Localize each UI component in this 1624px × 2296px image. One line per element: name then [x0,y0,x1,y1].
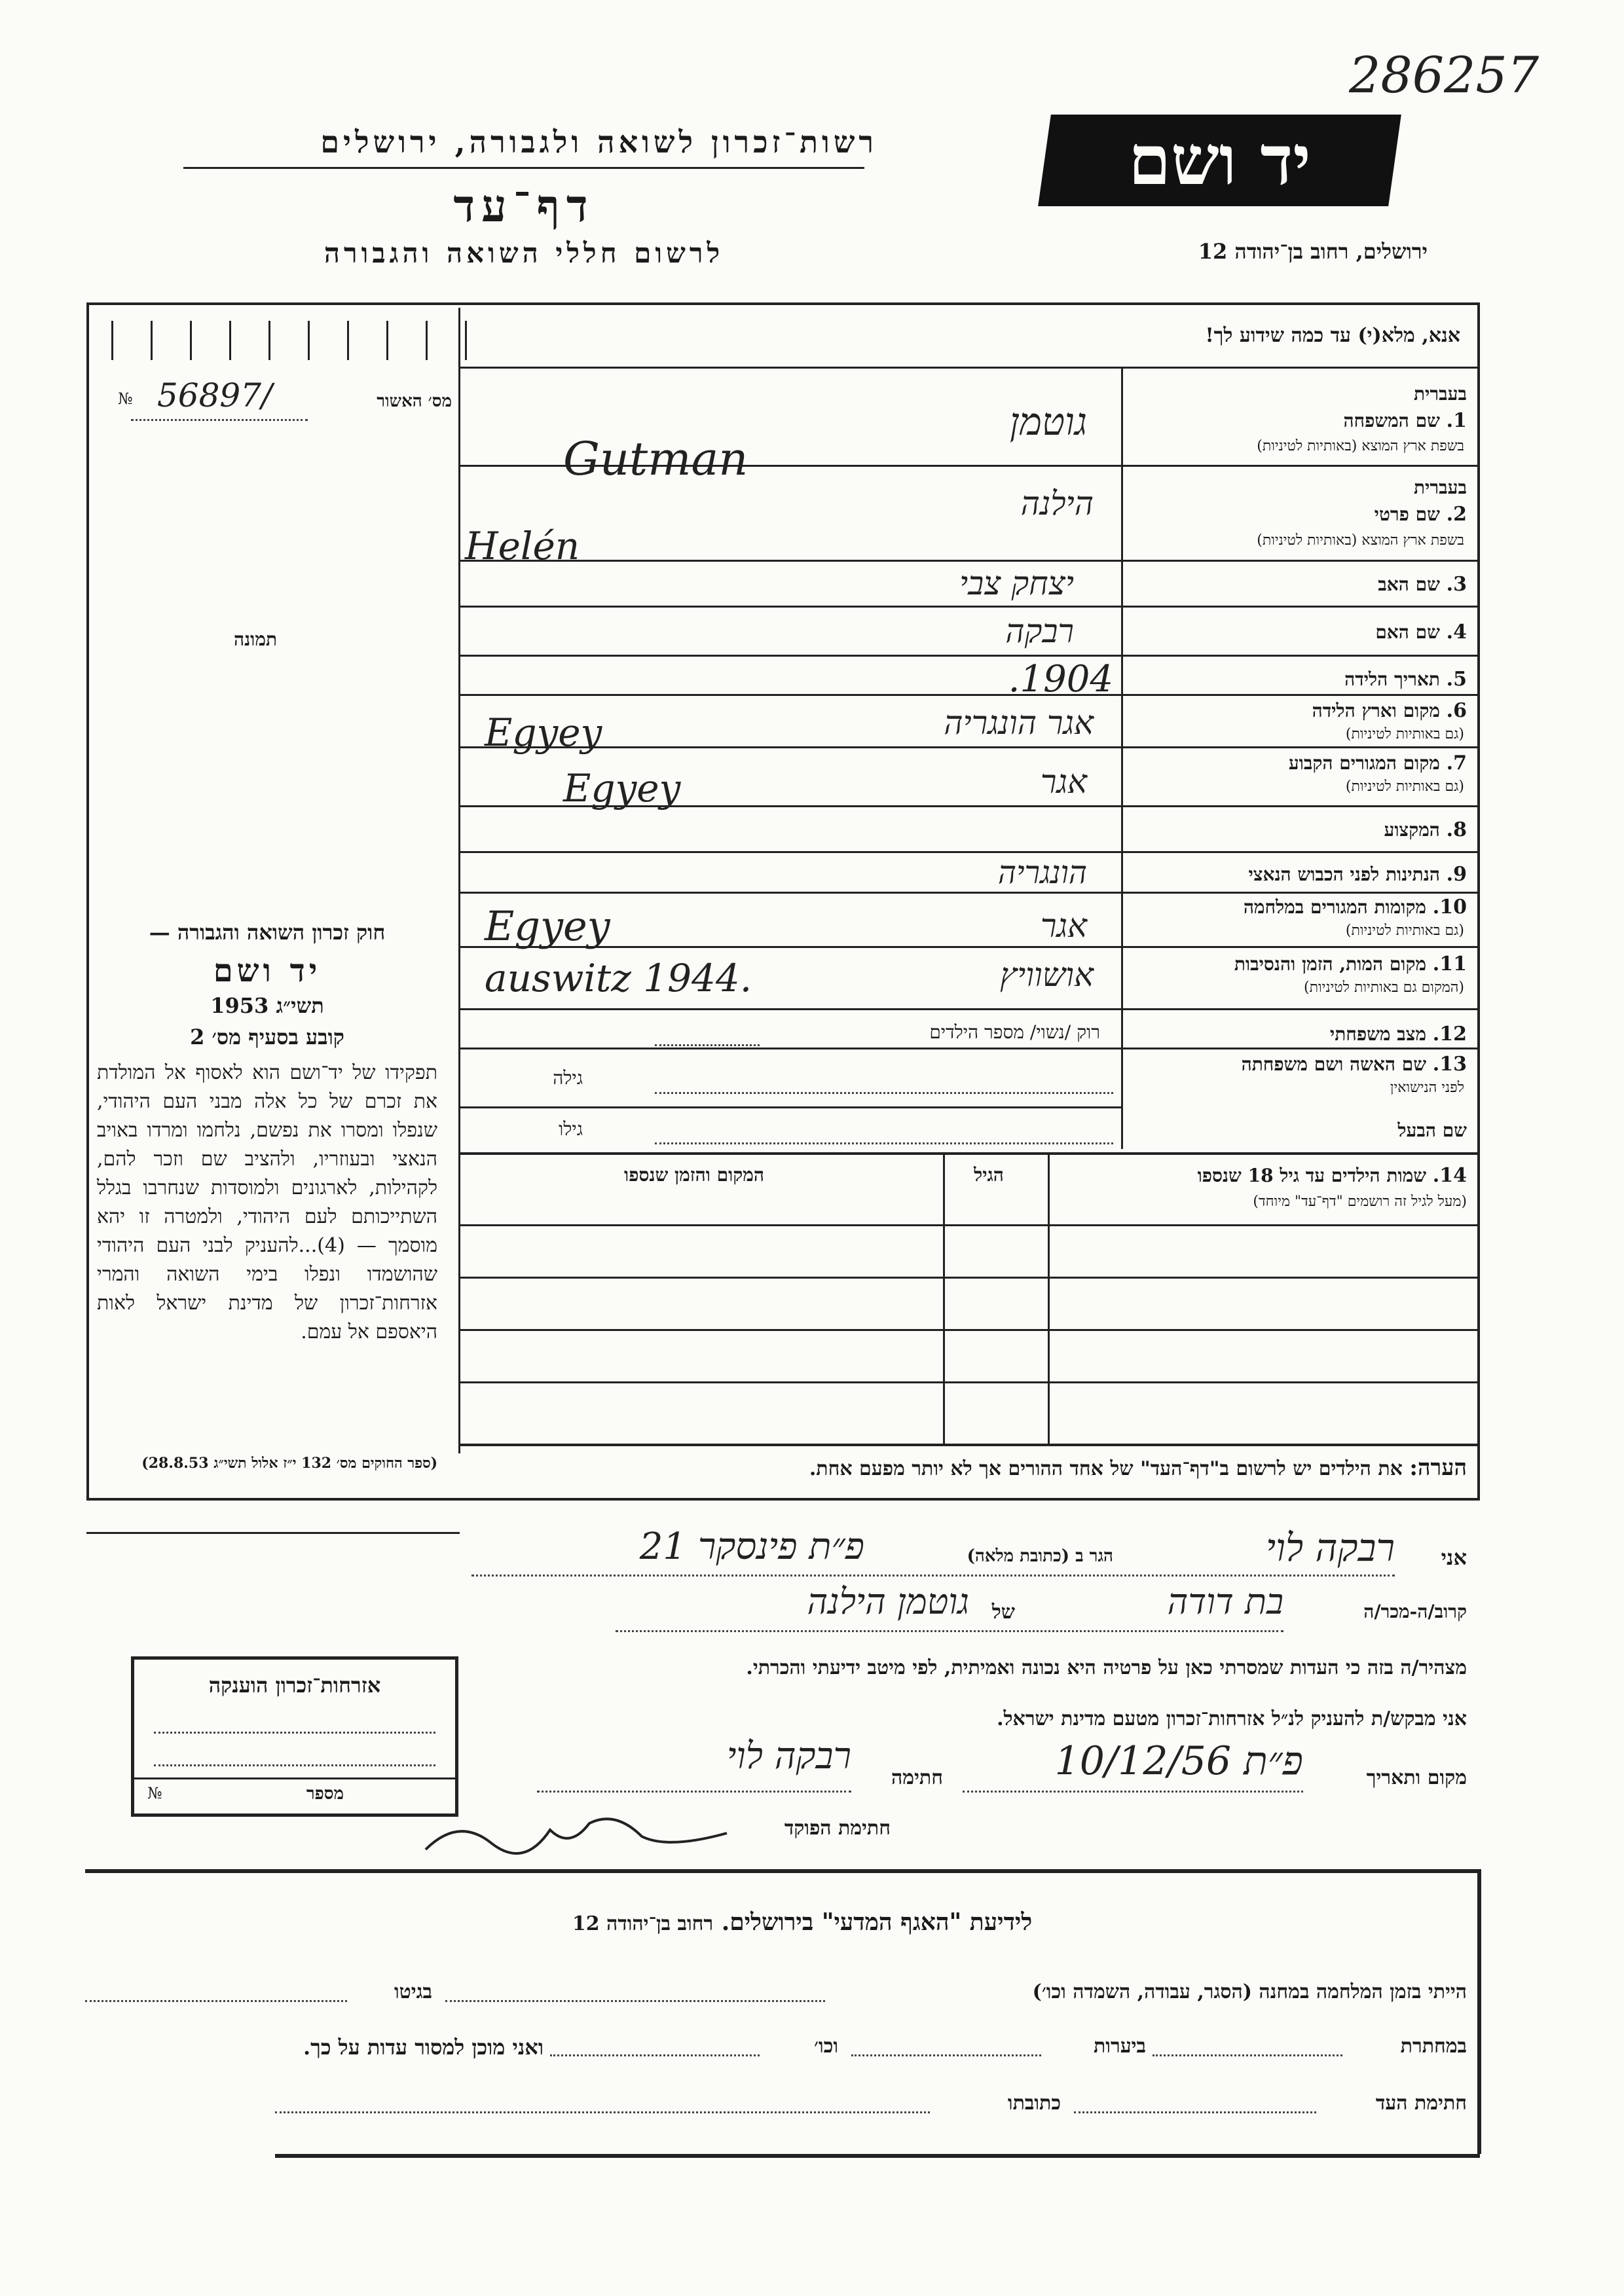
children-col-divider-1 [1048,1152,1050,1444]
citizenship-box [131,1656,458,1817]
field-13-number: 13. [1432,1053,1467,1076]
children-table-sub: (מעל לגיל זה רושמים "דף־עד" מיוחד) [1253,1194,1467,1210]
field-7-label: מקום המגורים הקבוע [1288,752,1440,774]
declaration-address: פ״ת פינסקר 21 [639,1525,864,1568]
field-7-sub: (גם באותיות לטיניות) [1345,778,1464,795]
children-table-number: 14. [1432,1164,1467,1187]
notice-line3-signature: חתימת העד [1375,2092,1467,2115]
field-7-value-he: אגר [1040,763,1087,801]
field-9-number: 9. [1446,863,1467,886]
field-7-number: 7. [1446,752,1467,774]
field-6-label: מקום וארץ הלידה [1312,700,1440,721]
field-1-sub: בשפת ארץ המוצא (באותיות לטיניות) [1257,438,1464,454]
field-1-value-latin: Gutman [563,432,748,486]
signature-label: חתימה [891,1766,943,1789]
field-5-value: 1904. [1008,658,1113,701]
logo-text: יד ושם [1128,120,1311,200]
instructions-text: אנא, מלא(י) עד כמה שידוע לך! [1205,324,1460,347]
field-9-value-he: הונגריה [997,854,1087,891]
citizenship-no: № [147,1784,162,1802]
field-2-value-latin: Helén [465,524,580,568]
field-13-label: שם האשה ושם משפחתה [1241,1053,1427,1075]
children-col-divider-2 [943,1152,945,1444]
authority-name: רשות־זכרון לשואה ולגבורה, ירושלים [320,124,877,160]
field-10-value-he: אגר [1040,907,1087,945]
notice-line2-forests: ביערות [1093,2035,1146,2058]
citizenship-title: אזרחות־זכרון הוענקה [208,1673,381,1698]
law-box [90,894,457,1522]
declaration-request: אני מבקש/ת להעניק לנ״ל אזרחות־זכרון מטעם מדינת ישראל. [997,1707,1467,1730]
left-column-divider [458,308,460,1453]
note-row [471,1455,1467,1481]
top-tick-row [111,321,465,360]
signature-value: רבקה לוי [726,1735,851,1777]
field-4-number: 4. [1446,621,1467,644]
field-8-label: המקצוע [1384,819,1440,841]
notice-line1-camp: הייתי בזמן המלחמה במחנה (הסגר, עבודה, השמדה וכו׳) [1032,1980,1467,2003]
law-source: (ספר החוקים מס׳ 132 י״ז אלול תשי״ג 28.8.53) [141,1455,437,1472]
husband-label: שם הבעל [1397,1120,1467,1141]
declaration-relation: בת דודה [1167,1581,1283,1622]
field-11-value-latin: auswitz 1944. [485,956,752,1000]
declaration-residing: הגר ב (כתובת מלאה) [967,1546,1113,1566]
field-6-sub: (גם באותיות לטיניות) [1345,726,1464,742]
field-6-value-latin: Egyey [485,710,602,755]
authority-underline [183,167,864,169]
children-table-label: שמות הילדים עד גיל 18 שנספו [1197,1165,1427,1186]
place-date-value: פ״ת 10/12/56 [1054,1738,1303,1784]
form-title: דף־עד [453,180,595,232]
field-1-label: שם המשפחה [1343,410,1440,431]
declaration-ani: אני [1441,1545,1467,1570]
field-9-label: הנתינות לפני הכבוש הנאצי [1248,864,1440,885]
field-6-number: 6. [1446,699,1467,722]
field-4-label: שם האם [1375,621,1440,643]
field-10-number: 10. [1432,896,1467,919]
field-8-number: 8. [1446,818,1467,841]
notice-row [393,1908,1211,1936]
law-title: חוק זכרון השואה והגבורה — [149,920,386,945]
field-5-number: 5. [1446,668,1467,691]
law-year: 1953 [210,993,269,1018]
field-11-sub: (המקום גם באותיות לטיניות) [1304,979,1464,996]
field-11-value-he: אושוויץ [1000,956,1094,994]
field-12-number: 12. [1432,1023,1467,1046]
yad-vashem-logo [1038,115,1401,206]
notice-line2-underground: במחתרת [1400,2035,1467,2058]
declaration-relation-prefix: קרוב/ה-מכר/ה [1363,1601,1467,1622]
husband-age-label: גילו [559,1118,583,1140]
law-name: יד ושם [213,953,322,989]
field-3-label: שם האב [1378,574,1440,595]
field-13-sub: לפני הנישואין [1390,1080,1464,1096]
field-2-sub: בשפת ארץ המוצא (באותיות לטיניות) [1257,532,1464,549]
declaration-of-name: גוטמן הילנה [807,1581,969,1622]
law-year-he: תשי״ג [276,993,324,1018]
field-2-value-he: הילנה [1020,484,1094,522]
field-2-number: 2. [1446,503,1467,526]
photo-label: תמונה [233,629,278,650]
officer-signature-scribble [419,1804,733,1863]
notice-address: רחוב בן־יהודה 12 [572,1912,714,1935]
place-date-label: מקום ותאריך [1366,1766,1467,1789]
field-10-sub: (גם באותיות לטיניות) [1345,922,1464,939]
field-4-value-he: רבקה [1005,612,1074,650]
declaration-name: רבקה לוי [1265,1525,1395,1570]
notice-line2-testimony: ואני מוכן למסור עדות על כך. [303,2035,544,2060]
field-1-number: 1. [1446,409,1467,432]
field-12-label: מצב משפחתי [1329,1023,1427,1045]
field-3-value-he: יצחק צבי [959,564,1074,602]
archive-number: 286257 [1349,46,1540,104]
note-label: הערה: [1409,1455,1467,1481]
notice-title: לידיעת "האגף המדעי" בירושלים. [721,1908,1033,1936]
law-year-row [90,993,444,1018]
field-7-value-latin: Egyey [563,766,681,811]
confirmation-no-sign: № [118,390,133,408]
field-1-hebrew-tag: בעברית [1413,383,1467,405]
form-subtitle: לרשום חללי השואה והגבורה [323,237,724,269]
field-13-age-label: גילה [553,1067,583,1089]
officer-signature-label: חתימת הפוקד [784,1817,891,1840]
field-2-hebrew-tag: בעברית [1413,477,1467,498]
field-11-label: מקום המות, הזמן והנסיבות [1234,953,1427,975]
field-11-number: 11. [1432,953,1467,975]
confirmation-label: מס׳ האשור [377,392,452,411]
field-10-value-latin: Egyey [485,902,610,950]
declaration-of: של [991,1601,1015,1624]
field-1-value-he: גוטמן [1009,399,1087,444]
field-2-label: שם פרטי [1374,503,1440,525]
law-clause: קובע בסעיף מס׳ 2 [190,1025,344,1049]
declaration-statement: מצהיר/ה בזה כי העדות שמסרתי כאן על פרטיה היא נכונה ואמיתית, לפי מיטב ידיעתי והכרתי. [746,1656,1467,1679]
citizenship-number-label: מספר [306,1784,344,1804]
confirmation-number: 56897/ [157,376,272,414]
field-6-value-he: אגר הונגריה [944,704,1094,742]
children-col-age: הגיל [974,1164,1004,1186]
children-col-place: המקום והזמן שנספו [624,1164,764,1186]
header-address: ירושלים, רחוב בן־יהודה 12 [1198,239,1428,264]
field-5-label: תאריך הלידה [1344,668,1440,690]
field-3-number: 3. [1446,573,1467,596]
notice-line2-etc: וכו׳ [814,2035,838,2058]
field-12-value: רוק /נשוי/ מספר הילדים [929,1021,1100,1043]
label-column-divider [1121,367,1123,1149]
field-10-label: מקומות המגורים במלחמה [1243,896,1427,918]
notice-line3-address: כתובתו [1007,2092,1061,2115]
law-body: תפקידו של יד־ושם הוא לאסוף אל המולדת את זכרם של כל אלה מבני העם היהודי, שנפלו ומסרו את נפשם, נלחמו ומרדו באויב הנאצי ובעוזריו, ולהציב שם וזכר להם, לקהילות, לארגונים ולמוסדות שנחרבו בגלל השתייכותם לעם היהודי, ולמטרה זו יהא מוסמך — (4)...להעניק לבני העם היהודי שהושמדו ונפלו בימי השואה והמרי אזרחות־זכרון של מדינת ישראל לאות היאספם אל עמם. [97,1061,438,1343]
notice-line1-ghetto: בגיטו [394,1980,432,2003]
note-text: את הילדים יש לרשום ב"דף־העד" של אחד ההורים אך לא יותר מפעם אחת. [809,1457,1403,1480]
